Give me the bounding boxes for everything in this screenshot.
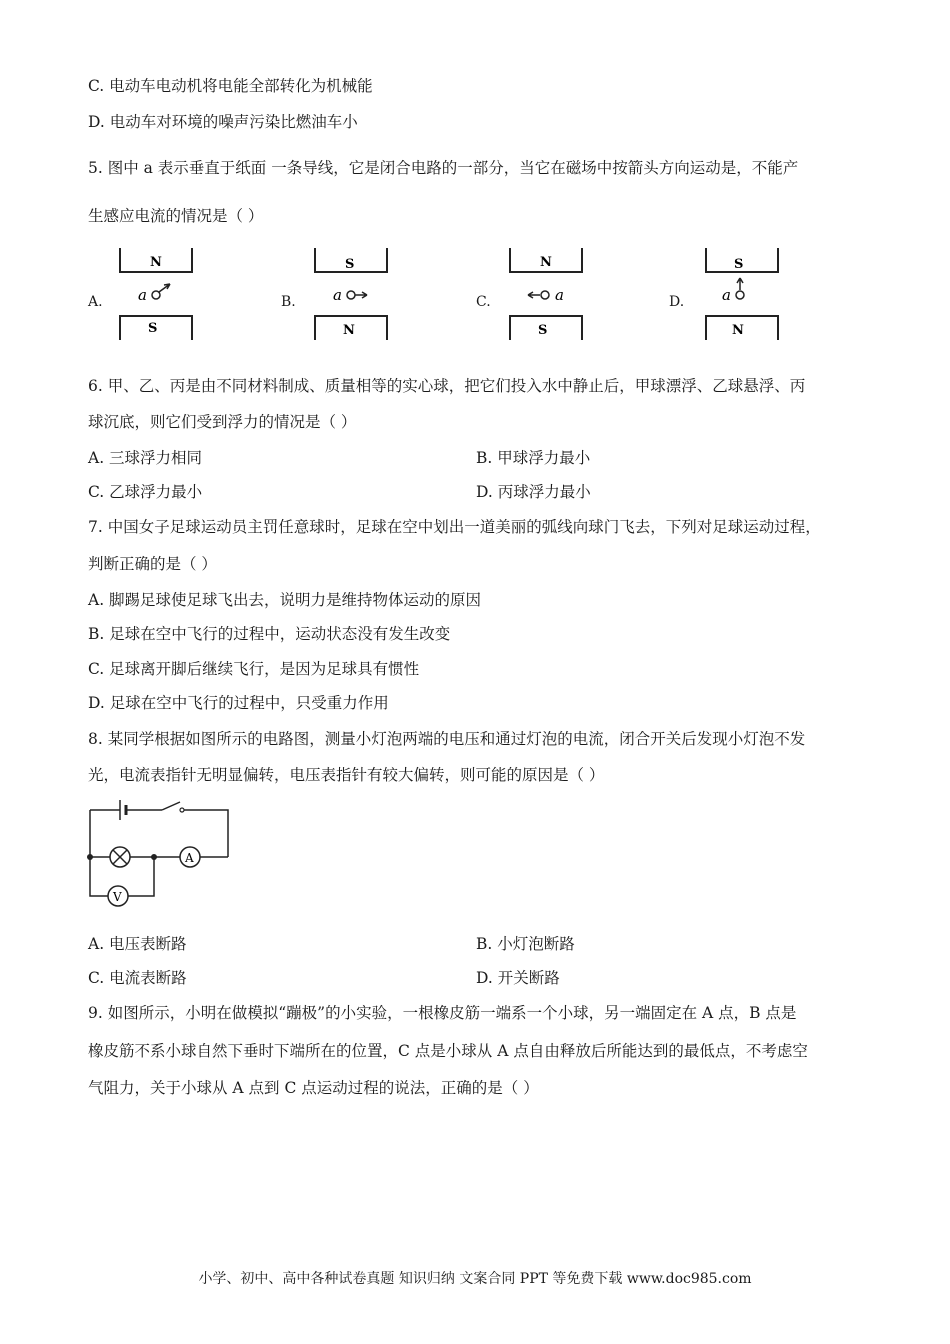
arrow-icon — [737, 278, 743, 290]
q7-option-a: A. 脚踢足球使足球飞出去，说明力是维持物体运动的原因 — [88, 591, 482, 609]
pole-label: N — [343, 323, 355, 338]
wire-label: a — [333, 286, 342, 304]
q7-option-b: B. 足球在空中飞行的过程中，运动状态没有发生改变 — [88, 625, 451, 643]
q7-stem-line2: 判断正确的是（ ） — [88, 555, 217, 573]
arrow-icon — [159, 284, 170, 292]
page-footer: 小学、初中、高中各种试卷真题 知识归纳 文案合同 PPT 等免费下载 www.doc985.com — [198, 1271, 752, 1287]
q8-stem-line1: 8. 某同学根据如图所示的电路图，测量小灯泡两端的电压和通过灯泡的电流，闭合开关后发现小灯泡不发 — [88, 730, 806, 748]
q5-option-d-label: D. — [669, 294, 685, 310]
q6-option-b: B. 甲球浮力最小 — [476, 449, 591, 467]
pole-label: S — [345, 257, 355, 272]
q5-figure-d — [696, 246, 786, 342]
q8-option-c: C. 电流表断路 — [88, 969, 187, 987]
q6-stem-line2: 球沉底，则它们受到浮力的情况是（ ） — [88, 413, 357, 431]
q8-option-d: D. 开关断路 — [476, 969, 560, 987]
q6-option-c: C. 乙球浮力最小 — [88, 483, 203, 501]
q5-option-c-label: C. — [476, 294, 491, 310]
q5-stem-line1: 5. 图中 a 表示垂直于纸面 一条导线，它是闭合电路的一部分，当它在磁场中按箭头方向运动是，不能产 — [88, 159, 799, 177]
arrow-icon — [528, 292, 540, 298]
pole-label: S — [734, 257, 744, 272]
q4-option-c: C. 电动车电动机将电能全部转化为机械能 — [88, 77, 373, 95]
q5-figure-b — [305, 246, 395, 342]
q6-option-a: A. 三球浮力相同 — [88, 449, 203, 467]
q5-figure-a — [110, 246, 200, 342]
wire-label: a — [722, 286, 731, 304]
q8-option-b: B. 小灯泡断路 — [476, 935, 575, 953]
pole-label: S — [538, 323, 548, 338]
pole-label: S — [148, 321, 158, 336]
q8-stem-line2: 光，电流表指针无明显偏转，电压表指针有较大偏转，则可能的原因是（ ） — [88, 766, 605, 784]
voltmeter-label: V — [113, 890, 122, 904]
q7-stem-line1: 7. 中国女子足球运动员主罚任意球时，足球在空中划出一道美丽的弧线向球门飞去，下列对足球运动过程， — [88, 518, 821, 536]
q9-stem-line3: 气阻力，关于小球从 A 点到 C 点运动过程的说法，正确的是（ ） — [88, 1079, 539, 1097]
pole-label: N — [150, 255, 162, 270]
q8-circuit-diagram — [84, 796, 234, 916]
pole-label: N — [540, 255, 552, 270]
q7-option-d: D. 足球在空中飞行的过程中，只受重力作用 — [88, 694, 389, 712]
q9-stem-line1: 9. 如图所示，小明在做模拟“蹦极”的小实验，一根橡皮筋一端系一个小球，另一端固定在 A 点，B 点是 — [88, 1004, 797, 1022]
switch-icon — [162, 802, 180, 810]
q7-option-c: C. 足球离开脚后继续飞行，是因为足球具有惯性 — [88, 660, 420, 678]
q5-option-a-label: A. — [88, 294, 103, 310]
wire-label: a — [555, 286, 564, 304]
arrow-icon — [355, 292, 367, 298]
q5-stem-line2: 生感应电流的情况是（ ） — [88, 207, 264, 225]
q5-figure-c — [500, 246, 590, 342]
q6-stem-line1: 6. 甲、乙、丙是由不同材料制成、质量相等的实心球，把它们投入水中静止后，甲球漂浮、乙球悬浮、丙 — [88, 377, 806, 395]
q9-stem-line2: 橡皮筋不系小球自然下垂时下端所在的位置，C 点是小球从 A 点自由释放后所能达到的最低点，不考虑空 — [88, 1042, 808, 1060]
q4-option-d: D. 电动车对环境的噪声污染比燃油车小 — [88, 113, 358, 131]
q6-option-d: D. 丙球浮力最小 — [476, 483, 591, 501]
pole-label: N — [732, 323, 744, 338]
wire-label: a — [138, 286, 147, 304]
ammeter-label: A — [185, 851, 194, 865]
q5-option-b-label: B. — [281, 294, 296, 310]
q8-option-a: A. 电压表断路 — [88, 935, 187, 953]
